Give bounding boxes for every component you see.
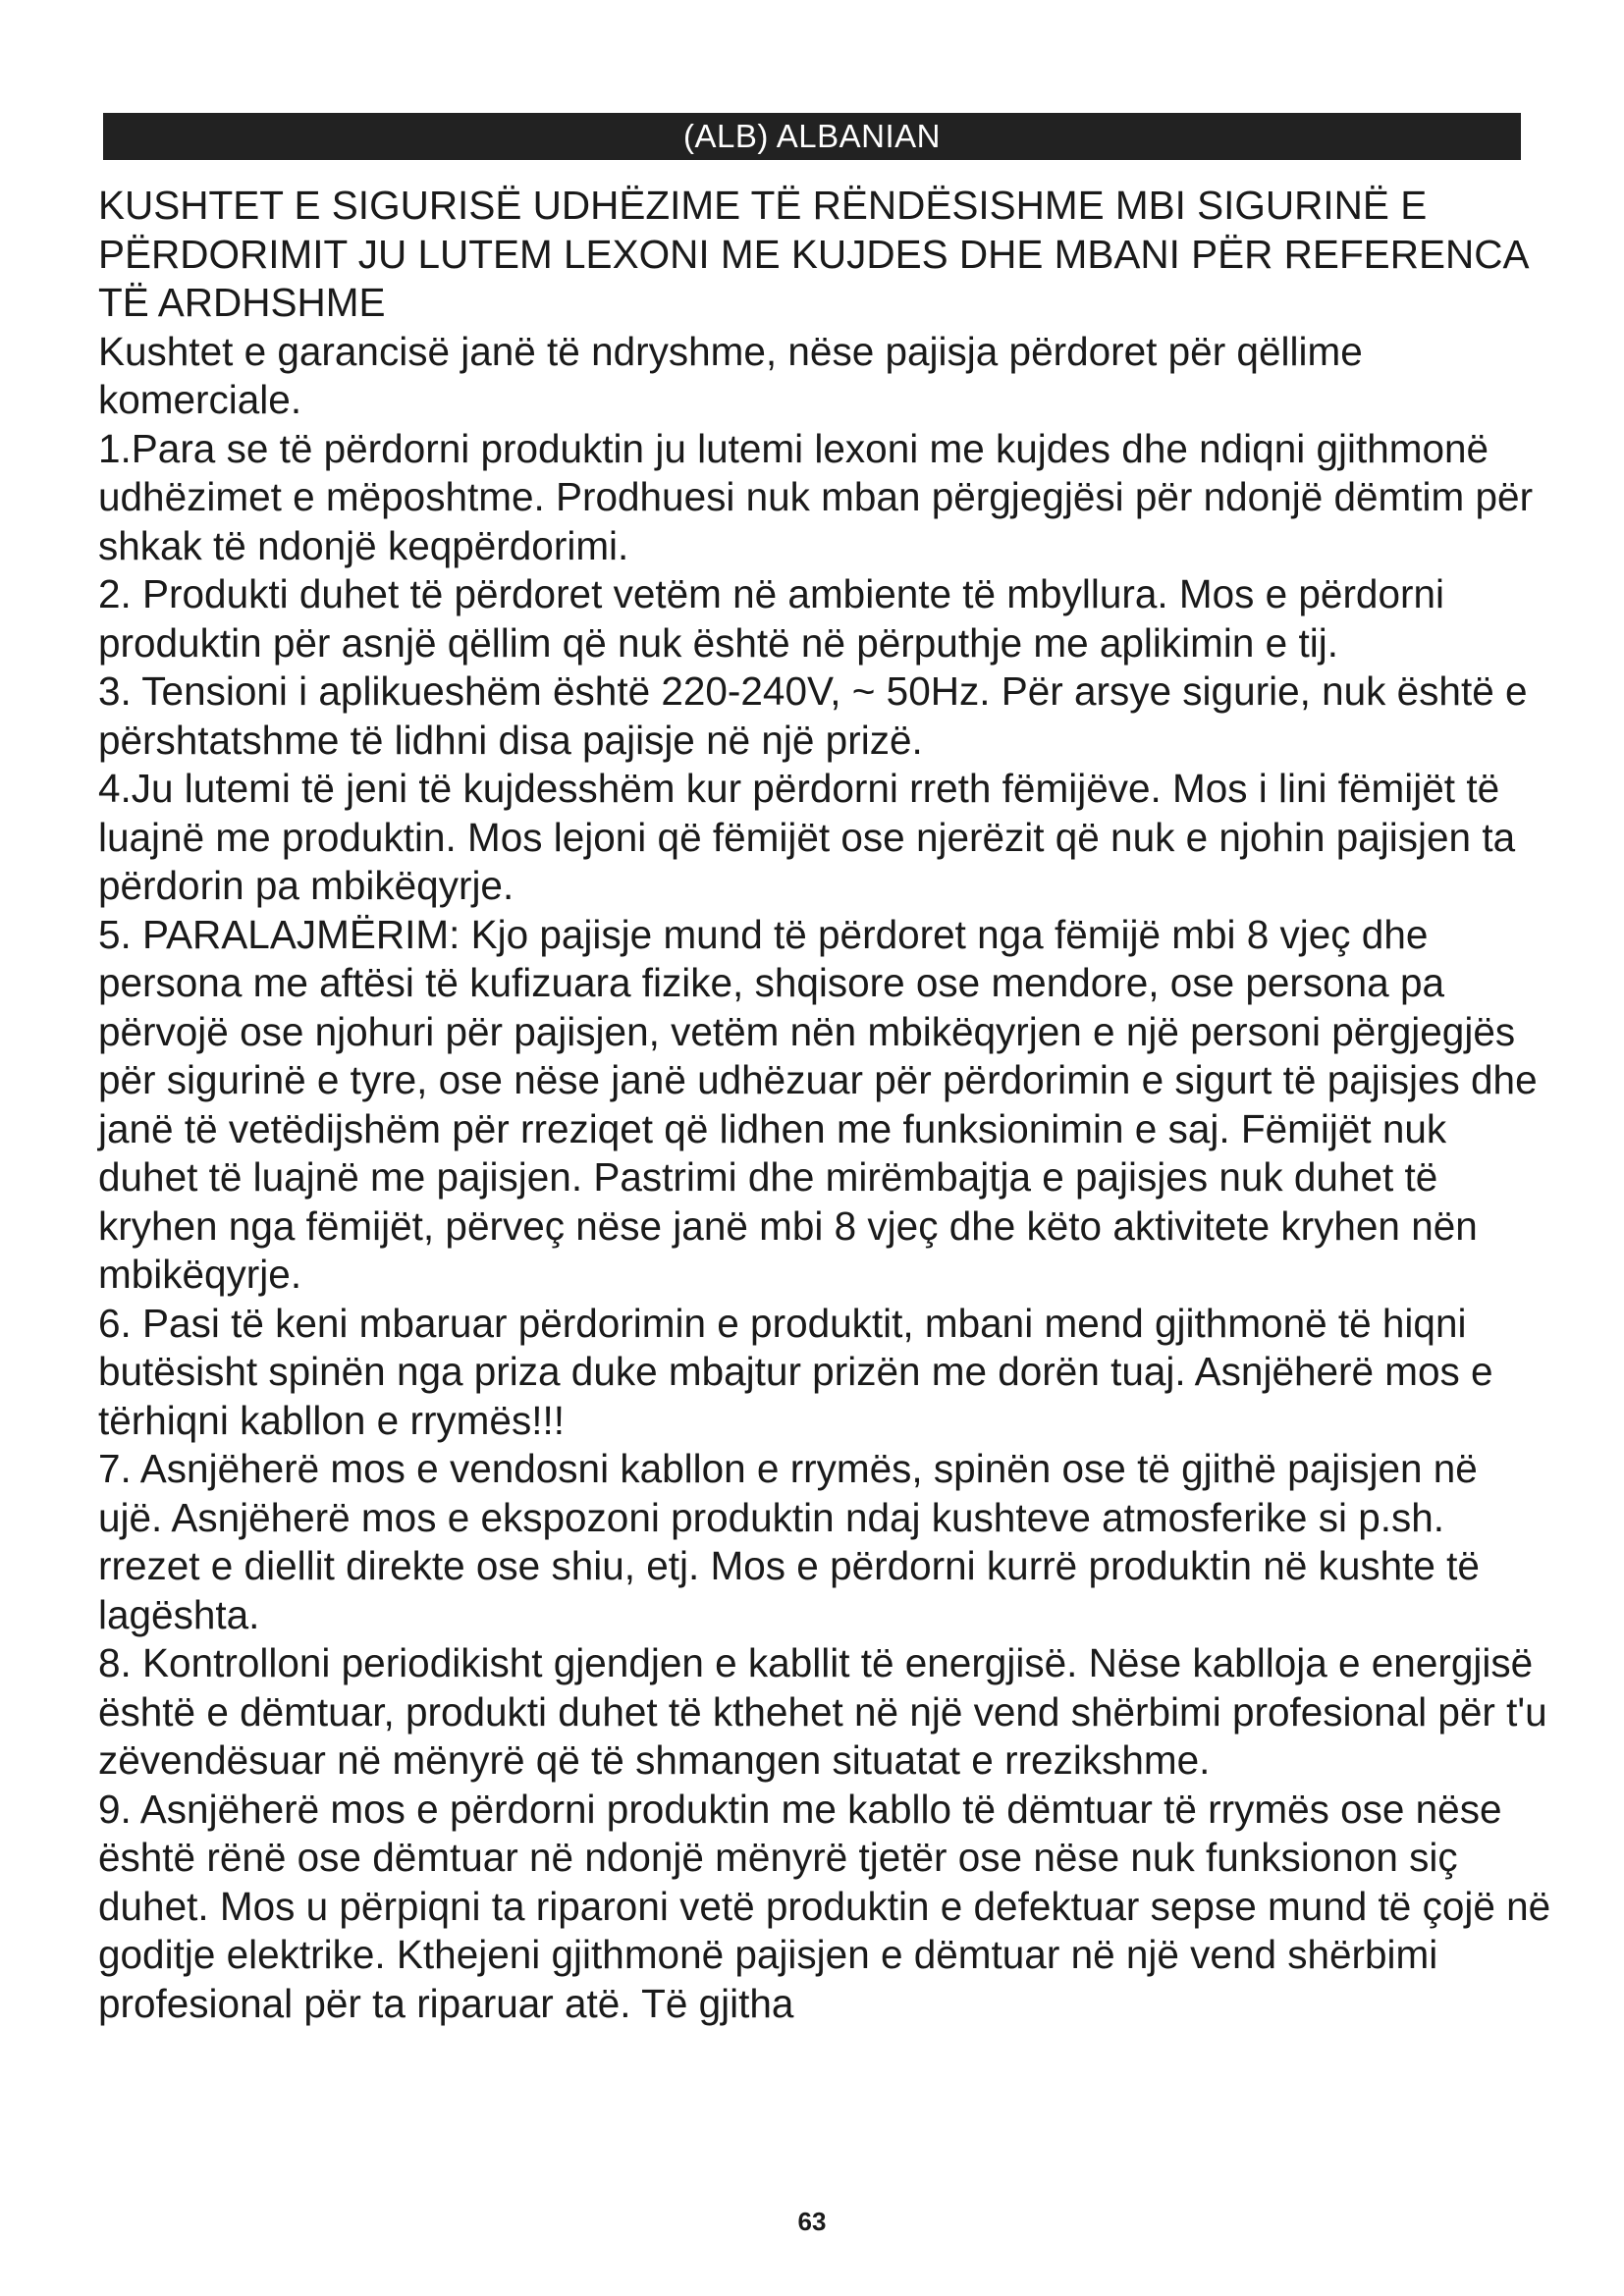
instruction-item-7: 7. Asnjëherë mos e vendosni kabllon e rrymës, spinën ose të gjithë pajisjen në ujë. Asnjëherë mos e ekspozoni produktin ndaj kushteve atmosferike si p.sh. rrezet e diellit direkte ose shiu, etj. Mos e përdorni kurrë produktin në kushte të lagështa. [98,1446,1480,1637]
instruction-item-9: 9. Asnjëherë mos e përdorni produktin me kabllo të dëmtuar të rrymës ose nëse është rënë ose dëmtuar në ndonjë mënyrë tjetër ose nëse nuk funksionon siç duhet. Mos u përpiqni ta riparoni vetë produktin e defektuar sepse mund të çojë në goditje elektrike. Kthejeni gjithmonë pajisjen e dëmtuar në një vend shërbimi profesional për ta riparuar atë. Të gjitha [98,1786,1551,2026]
instruction-item-4: 4.Ju lutemi të jeni të kujdesshëm kur përdorni rreth fëmijëve. Mos i lini fëmijët të luajnë me produktin. Mos lejoni që fëmijët ose njerëzit që nuk e njohin pajisjen ta përdorin pa mbikëqyrje. [98,766,1516,908]
language-header-bar: (ALB) ALBANIAN [103,113,1521,160]
page-number: 63 [797,2207,827,2236]
instruction-item-8: 8. Kontrolloni periodikisht gjendjen e kabllit të energjisë. Nëse kablloja e energjisë është e dëmtuar, produkti duhet të kthehet në një vend shërbimi profesional për t'u zëvendësuar në mënyrë që të shmangen situatat e rrezikshme. [98,1640,1547,1783]
instruction-item-3: 3. Tensioni i aplikueshëm është 220-240V, ~ 50Hz. Për arsye sigurie, nuk është e përshtatshme të lidhni disa pajisje në një prizë. [98,668,1528,763]
instruction-item-2: 2. Produkti duhet të përdoret vetëm në ambiente të mbyllura. Mos e përdorni produktin për asnjë qëllim që nuk është në përputhje me aplikimin e tij. [98,571,1444,666]
section-title: KUSHTET E SIGURISË UDHËZIME TË RËNDËSISHME MBI SIGURINË E PËRDORIMIT JU LUTEM LEXONI ME KUJDES DHE MBANI PËR REFERENCA TË ARDHSHME [98,183,1528,325]
instruction-item-1: 1.Para se të përdorni produktin ju lutemi lexoni me kujdes dhe ndiqni gjithmonë udhëzimet e mëposhtme. Prodhuesi nuk mban përgjegjësi për ndonjë dëmtim për shkak të ndonjë keqpërdorimi. [98,425,1534,568]
instruction-item-5: 5. PARALAJMËRIM: Kjo pajisje mund të përdoret nga fëmijë mbi 8 vjeç dhe persona me aftësi të kufizuara fizike, shqisore ose mendore, ose persona pa përvojë ose njohuri për pajisjen, vetëm nën mbikëqyrjen e një personi përgjegjës për sigurinë e tyre, ose nëse janë udhëzuar për përdorimin e sigurt të pajisjes dhe janë të vetëdijshëm për rreziqet që lidhen me funksionimin e saj. Fëmijët nuk duhet të luajnë me pajisjen. Pastrimi dhe mirëmbajtja e pajisjes nuk duhet të kryhen nga fëmijët, përveç nëse janë mbi 8 vjeç dhe këto aktivitete kryhen nën mbikëqyrje. [98,911,1538,1297]
intro-paragraph: Kushtet e garancisë janë të ndryshme, nëse pajisja përdoret për qëllime komerciale. [98,328,1363,422]
manual-body [98,182,1551,2028]
instruction-item-6: 6. Pasi të keni mbaruar përdorimin e produktit, mbani mend gjithmonë të hiqni butësisht spinën nga priza duke mbajtur prizën me dorën tuaj. Asnjëherë mos e tërhiqni kabllon e rrymës!!! [98,1300,1493,1443]
